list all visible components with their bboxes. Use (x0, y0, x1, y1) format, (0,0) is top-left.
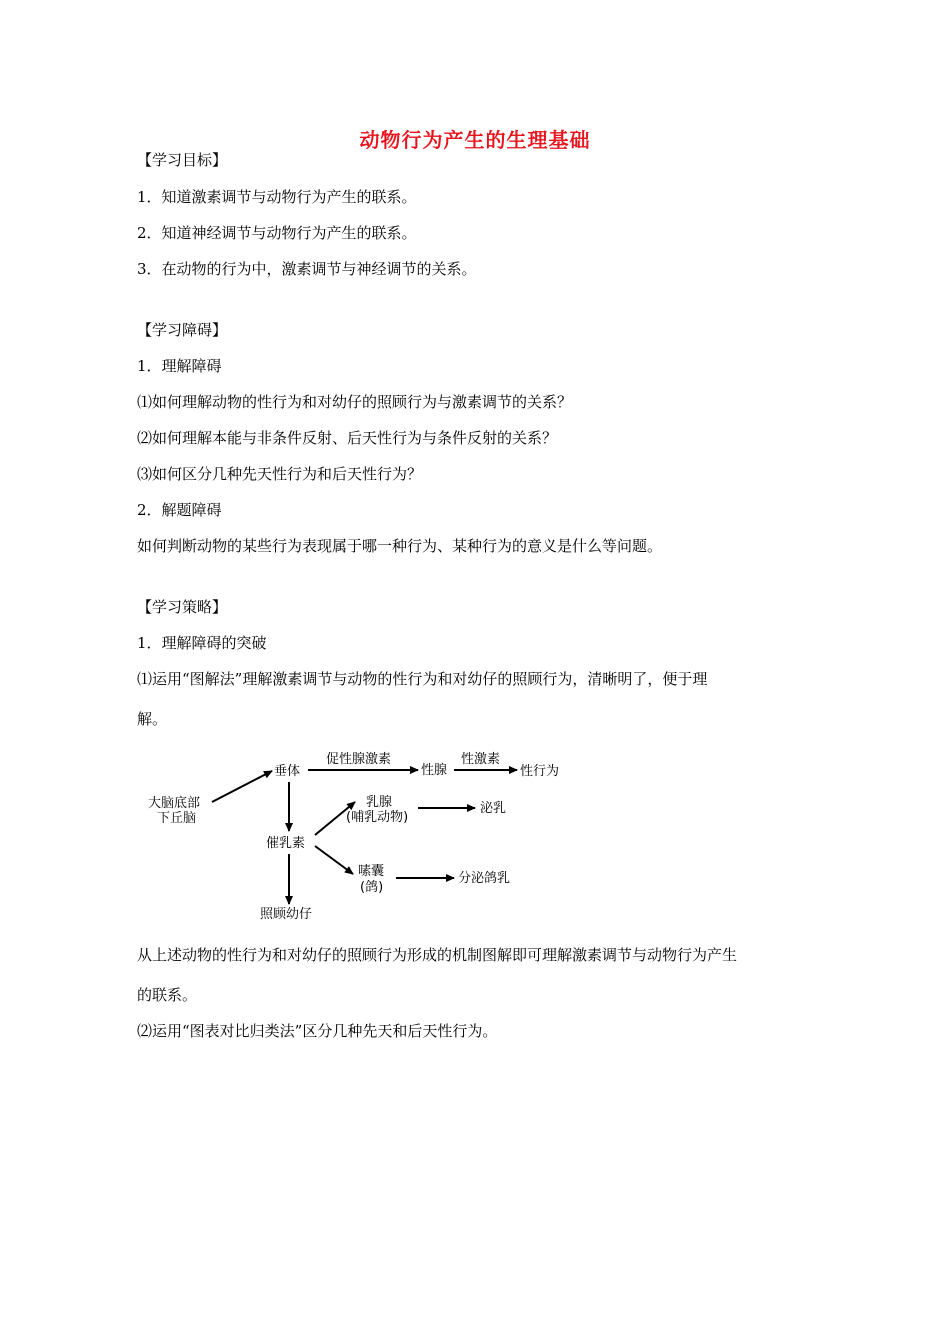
arrow-hypothalamus-to-pituitary (212, 771, 272, 802)
crop-label-1: 嗉囊 (358, 864, 385, 879)
obstacles-heading: 【学习障碍】 (137, 321, 228, 339)
sexual-behavior-label: 性行为 (520, 764, 560, 779)
explanation-paragraph: 从上述动物的性行为和对幼仔的照顾行为形成的机制图解即可理解激素调节与动物行为产生 (137, 946, 738, 964)
mammary-label-1: 乳腺 (366, 795, 393, 810)
pituitary-label: 垂体 (274, 764, 301, 779)
lactation-label: 泌乳 (480, 801, 507, 816)
sex-hormone-label: 性激素 (461, 752, 501, 767)
strategy-1-paragraph-cont: 解。 (137, 710, 168, 728)
hypothalamus-label-1: 大脑底部 (148, 796, 201, 811)
care-young-label: 照顾幼仔 (260, 907, 313, 922)
strategy-1-paragraph: ⑴运用“图解法”理解激素调节与动物的性行为和对幼仔的照顾行为，清晰明了，便于理 (137, 670, 708, 688)
hormone-mechanism-diagram (140, 740, 560, 930)
pigeon-milk-label: 分泌鸽乳 (458, 871, 511, 886)
strategy-1-paragraph-2: ⑵运用“图表对比归类法”区分几种先天和后天性行为。 (137, 1022, 498, 1040)
prolactin-label: 催乳素 (266, 836, 306, 851)
crop-label-2: (鸽) (360, 880, 384, 895)
obstacle-2-title: 2．解题障碍 (137, 501, 222, 519)
page-title: 动物行为产生的生理基础 (359, 128, 591, 152)
obstacle-item: ⑶如何区分几种先天性行为和后天性行为？ (137, 465, 423, 483)
fsh-label: 促性腺激素 (326, 752, 392, 767)
goal-item: 1．知道激素调节与动物行为产生的联系。 (137, 188, 417, 206)
goal-item: 2．知道神经调节与动物行为产生的联系。 (137, 224, 417, 242)
mammary-label-2: (哺乳动物) (346, 810, 409, 825)
obstacle-item: ⑴如何理解动物的性行为和对幼仔的照顾行为与激素调节的关系？ (137, 393, 573, 411)
explanation-paragraph-cont: 的联系。 (137, 986, 198, 1004)
obstacle-1-title: 1．理解障碍 (137, 357, 222, 375)
goals-heading: 【学习目标】 (137, 151, 228, 169)
gonad-label: 性腺 (421, 763, 448, 778)
arrow-prolactin-to-crop (315, 846, 353, 874)
obstacle-item: ⑵如何理解本能与非条件反射、后天性行为与条件反射的关系？ (137, 429, 558, 447)
strategy-heading: 【学习策略】 (137, 598, 228, 616)
goal-item: 3．在动物的行为中，激素调节与神经调节的关系。 (137, 260, 477, 278)
hypothalamus-label-2: 下丘脑 (157, 811, 197, 826)
obstacle-2-text: 如何判断动物的某些行为表现属于哪一种行为、某种行为的意义是什么等问题。 (137, 537, 663, 555)
strategy-1-title: 1．理解障碍的突破 (137, 634, 267, 652)
